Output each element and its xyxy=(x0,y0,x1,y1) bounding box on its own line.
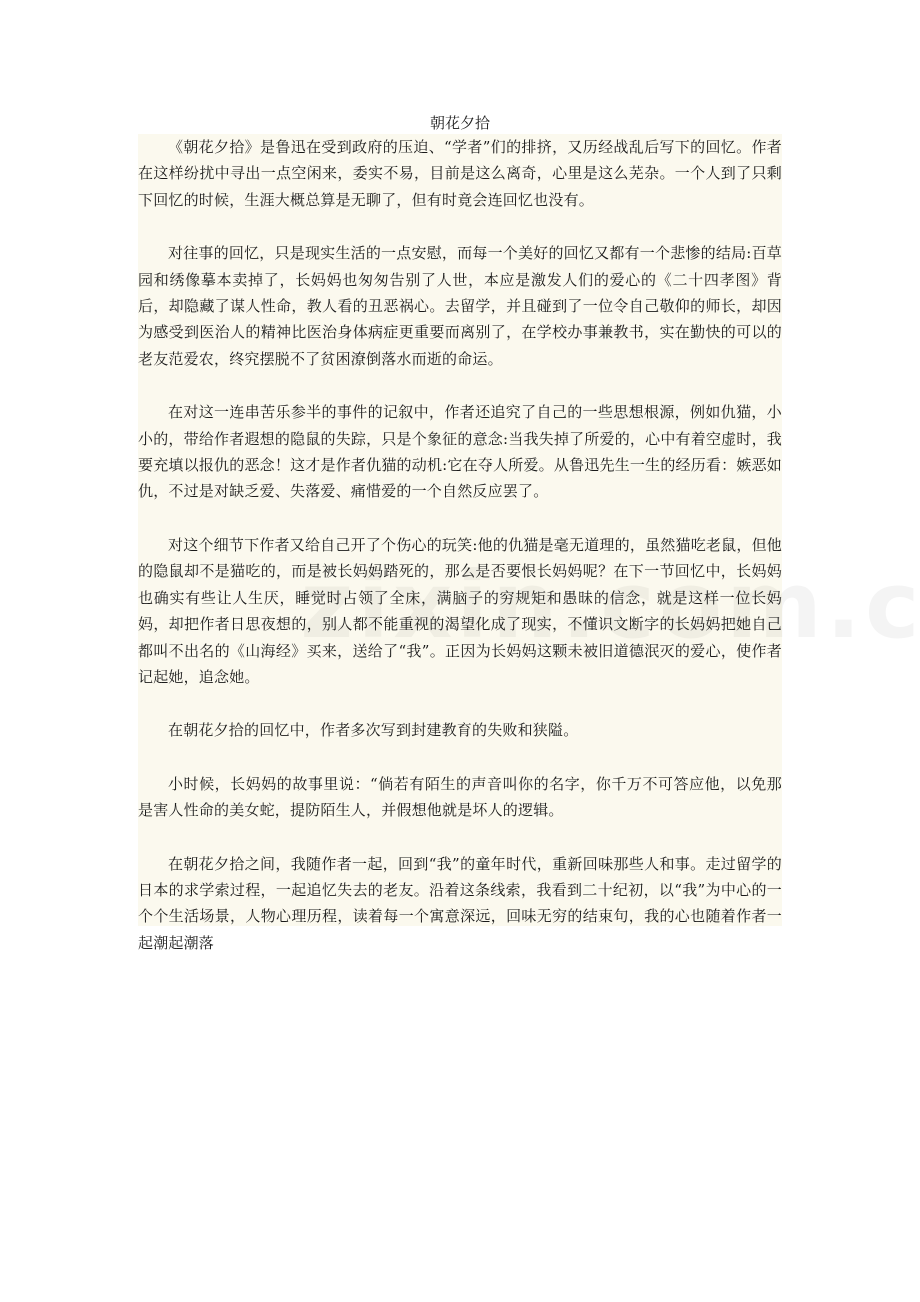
paragraph-gap xyxy=(138,744,782,771)
paragraph-1: 《朝花夕拾》是鲁迅在受到政府的压迫、“学者”们的排挤，又历经战乱后写下的回忆。作者在这样纷扰中寻出一点空闲来，委实不易，目前是这么离奇，心里是这么芜杂。一个人到了只剩下回忆的时候，生涯大概总算是无聊了，但有时竟会连回忆也没有。 xyxy=(138,138,782,209)
document-title: 朝花夕拾 xyxy=(429,114,490,132)
paragraph-gap xyxy=(138,690,782,717)
paragraph-4: 对这个细节下作者又给自己开了个伤心的玩笑:他的仇猫是毫无道理的，虽然猫吃老鼠，但他的隐鼠却不是猫吃的，而是被长妈妈踏死的，那么是否要恨长妈妈呢？在下一节回忆中，长妈妈也确实有些让人生厌，睡觉时占领了全床，满脑子的穷规矩和愚昧的信念，就是这样一位长妈妈，却把作者日思夜想的，别人都不能重视的渴望化成了现实，不懂识文断字的长妈妈把她自己都叫不出名的《山海经》买来，送给了“我”。正因为长妈妈这颗未被旧道德泯灭的爱心，使作者记起她，追念她。 xyxy=(138,535,782,686)
paragraph-gap xyxy=(138,213,782,240)
paragraph-6: 小时候，长妈妈的故事里说：“倘若有陌生的声音叫你的名字，你千万不可答应他，以免那是害人性命的美女蛇，提防陌生人，并假想他就是坏人的逻辑。 xyxy=(138,774,782,820)
paragraph-gap xyxy=(138,505,782,532)
paragraph-gap xyxy=(138,824,782,851)
document-body xyxy=(138,134,782,952)
paragraph-2: 对往事的回忆，只是现实生活的一点安慰，而每一个美好的回忆又都有一个悲惨的结局:百草园和绣像摹本卖掉了，长妈妈也匆匆告别了人世，本应是激发人们的爱心的《二十四孝图》背后，却隐藏了谋人性命，教人看的丑恶祸心。去留学，并且碰到了一位令自己敬仰的师长，却因为感受到医治人的精神比医治身体病症更重要而离别了，在学校办事兼教书，实在勤快的可以的老友范爱农，终究摆脱不了贫困潦倒落水而逝的命运。 xyxy=(138,244,782,368)
paragraph-gap xyxy=(138,372,782,399)
paragraph-7: 在朝花夕拾之间，我随作者一起，回到“我”的童年时代，重新回味那些人和事。走过留学的日本的求学索过程，一起追忆失去的老友。沿着这条线索，我看到二十纪初，以“我”为中心的一个个生活场景，人物心理历程，读着每一个寓意深远，回味无穷的结束句，我的心也随着作者一起潮起潮落 xyxy=(138,854,782,952)
paragraph-3: 在对这一连串苦乐参半的事件的记叙中，作者还追究了自己的一些思想根源，例如仇猫，小小的，带给作者遐想的隐鼠的失踪，只是个象征的意念:当我失掉了所爱的，心中有着空虚时，我要充填以报仇的恶念！这才是作者仇猫的动机:它在夺人所爱。从鲁迅先生一生的经历看：嫉恶如仇，不过是对缺乏爱、失落爱、痛惜爱的一个自然反应罢了。 xyxy=(138,403,782,501)
paragraph-5: 在朝花夕拾的回忆中，作者多次写到封建教育的失败和狭隘。 xyxy=(168,721,579,740)
